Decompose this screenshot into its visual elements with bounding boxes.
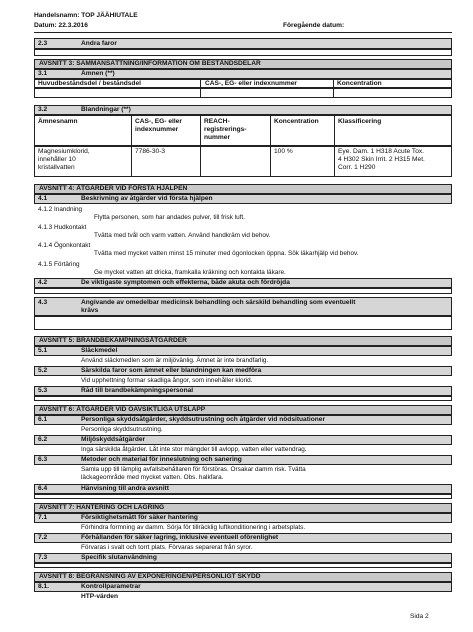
section-7-heading: AVSNITT 7: HANTERING OCH LAGRING xyxy=(34,503,452,513)
mix-col-cas-line2: indexnummer xyxy=(135,126,179,133)
subsection-5-2-title: Särskilda faror som ämnet eller blandningen kan medföra xyxy=(81,367,262,374)
mix-col-classification: Klassificering xyxy=(338,118,382,125)
subsection-5-3-number: 5.3 xyxy=(38,387,48,394)
subsection-7-1-title: Försiktighetsmått för säker hantering xyxy=(81,514,198,521)
mix-name-line1: Magnesiumklorid, xyxy=(38,148,90,155)
subsection-6-1-text: Personliga skyddsutrustning. xyxy=(81,426,163,433)
mix-col-reach-line2: registrerings- xyxy=(204,126,247,133)
subsection-7-2-number: 7.2 xyxy=(38,534,48,541)
subsection-4-3-body xyxy=(34,316,452,330)
header-divider xyxy=(34,32,452,33)
mix-name-line2: innehåller 10 xyxy=(38,156,76,163)
subsection-4-2-title: De viktigaste symptomen och effekterna, både akuta och fördröjda xyxy=(81,279,290,286)
subsection-6-3-text-line2: läckageområde med mycket vatten. Obs. halkfara. xyxy=(81,474,224,481)
subsection-6-3-text-line1: Samla upp till lämplig avfallsbehållaren för förstöras. Orsakar damm risk. Tvätta xyxy=(81,466,306,473)
subsection-4-1-title: Beskrivning av åtgärder vid första hjälpen xyxy=(81,195,213,202)
subsection-6-2-text: Inga särskilda åtgärder. Låt inte stor mängder till avlopp, vatten eller vattendrag. xyxy=(81,446,307,453)
subsection-4-3-title-line2: krävs xyxy=(81,307,99,314)
subsection-6-1-number: 6.1 xyxy=(38,416,48,423)
mix-col-reach-line3: nummer xyxy=(204,134,231,141)
mix-classification-line2: 4 H302 Skin Irrit. 2 H315 Met. xyxy=(338,156,425,163)
subsection-7-2-text: Förvaras i svalt och torrt plats. Förvaras separerat från syror. xyxy=(81,544,253,551)
subsection-4-1-number: 4.1 xyxy=(38,195,48,202)
ingestion-text: Ge mycket vatten att dricka, framkalla kräkning och kontakta läkare. xyxy=(94,269,286,276)
subsection-6-4-number: 6.4 xyxy=(38,485,48,492)
inhalation-text: Flytta personen, som har andades pulver, till frisk luft. xyxy=(94,214,245,221)
subsection-8-1-number: 8.1. xyxy=(38,583,49,590)
subsection-6-3-number: 6.3 xyxy=(38,456,48,463)
eye-contact-text: Tvätta med mycket vatten minst 15 minuter med ögonlocken öppna. Sök läkarhjälp vid behov. xyxy=(94,250,359,257)
subsection-6-4-body xyxy=(34,494,452,499)
mix-col-divider-4 xyxy=(334,115,335,177)
subsection-7-3-title: Specifik slutanvändning xyxy=(81,554,157,561)
section-4-heading: AVSNITT 4: ÅTGÄRDER VID FÖRSTA HJÄLPEN xyxy=(34,184,452,194)
subsection-7-3-number: 7.3 xyxy=(38,554,48,561)
eye-contact-label: 4.1.4 Ögonkontakt xyxy=(38,242,91,249)
mix-concentration-value: 100 % xyxy=(274,148,293,155)
subsection-6-4-title: Hänvisning till andra avsnitt xyxy=(81,485,169,492)
mix-cas-value: 7786-30-3 xyxy=(135,148,166,155)
subsection-5-2-number: 5.2 xyxy=(38,367,48,374)
subsection-5-3-body xyxy=(34,396,452,401)
inhalation-label: 4.1.2 Inandning xyxy=(38,206,83,213)
section-6-heading: AVSNITT 6: ÅTGÄRDER VID OAVSIKTLIGA UTSLÄPP xyxy=(34,405,452,415)
subsection-6-3-title: Metoder och material för inneslutning och sanering xyxy=(81,456,242,463)
subsection-4-2-body xyxy=(34,288,452,294)
subsection-8-1-text: HTP-värden xyxy=(81,593,119,600)
subsection-5-1-title: Släckmedel xyxy=(81,347,118,354)
col-concentration: Koncentration xyxy=(337,80,382,87)
subsection-6-2-number: 6.2 xyxy=(38,436,48,443)
mix-classification-line3: Corr. 1 H290 xyxy=(338,164,376,171)
page-number: Sida 2 xyxy=(410,613,429,620)
subsection-6-2-title: Miljöskyddsåtgärder xyxy=(81,436,146,443)
subsection-2-3-number: 2.3 xyxy=(38,40,48,47)
mix-col-divider-3 xyxy=(270,115,271,177)
subsection-3-2-number: 3.2 xyxy=(38,106,48,113)
subsection-3-2-title: Blandningar (**) xyxy=(81,106,131,113)
subsection-5-1-number: 5.1 xyxy=(38,347,48,354)
mix-col-reach-line1: REACH- xyxy=(204,118,230,125)
mix-col-divider-2 xyxy=(200,115,201,177)
subsection-4-3-title-line1: Angivande av omedelbar medicinsk behandling och särskild behandling som eventuellt xyxy=(81,299,356,306)
skin-contact-label: 4.1.3 Hudkontakt xyxy=(38,224,87,231)
subsection-5-2-text: Vid upphettning formar skadliga ångor, som innehåller klorid. xyxy=(81,377,253,384)
subsection-4-2-number: 4.2 xyxy=(38,279,48,286)
subsection-2-3-title: Andra faror xyxy=(81,40,117,47)
subsection-8-1-title: Kontrollparametrar xyxy=(81,583,141,590)
mix-col-cas-line1: CAS-, EG- eller xyxy=(135,118,182,125)
subsection-3-1-number: 3.1 xyxy=(38,70,48,77)
mix-col-divider-1 xyxy=(131,115,132,177)
section-8-heading: AVSNITT 8: BEGRÄNSNING AV EXPONERINGEN/PERSONLIGT SKYDD xyxy=(34,572,452,582)
subsection-7-3-body xyxy=(34,563,452,568)
mix-col-name: Ämnesnamn xyxy=(38,118,78,125)
section-5-heading: AVSNITT 5: BRANDBEKÄMPNINGSÅTGÄRDER xyxy=(34,336,452,346)
subsection-4-3-number: 4.3 xyxy=(38,299,48,306)
mix-name-line3: kristallvatten xyxy=(38,164,75,171)
subsection-7-2-title: Förhållanden för säker lagring, inklusive eventuell oförenlighet xyxy=(81,534,279,541)
ingestion-label: 4.1.5 Förtäring xyxy=(38,261,80,268)
skin-contact-text: Tvätta med tvål och varm vatten. Använd handkräm vid behov. xyxy=(94,232,271,239)
mix-classification-line1: Eye. Dam. 1 H318 Acute Tox. xyxy=(338,148,425,155)
subsection-7-1-text: Förhindra formning av damm. Sörja för tillräcklig luftkonditionering i arbetsplats. xyxy=(81,524,306,531)
subsection-2-3-body xyxy=(34,49,452,56)
subsection-3-1-title: Ämnen (**) xyxy=(81,70,115,77)
subsection-7-1-number: 7.1 xyxy=(38,514,48,521)
subsection-6-1-title: Personliga skyddsåtgärder, skyddsutrustning och åtgärder vid nödsituationer xyxy=(81,416,326,423)
substance-table-row xyxy=(34,88,452,98)
subsection-5-3-title: Råd till brandbekämpningspersonal xyxy=(81,387,194,394)
previous-date-label: Föregående datum: xyxy=(283,22,345,29)
document-date: Datum: 22.3.2016 xyxy=(34,22,88,29)
col-cas-number: CAS-, EG- eller indexnummer xyxy=(205,80,297,87)
section-3-heading: AVSNITT 3: SAMMANSÄTTNING/INFORMATION OM BESTÅNDSDELAR xyxy=(34,59,452,69)
mix-col-concentration: Koncentration xyxy=(274,118,319,125)
trade-name: Handelsnamn: TOP JÄÄHIUTALE xyxy=(34,12,138,19)
col-main-component: Huvudbeståndsdel / beståndsdel xyxy=(38,80,141,87)
subsection-5-1-text: Använd släckmedlen som är miljövänlig. Ämnet är inte brandfarlig. xyxy=(81,357,269,364)
